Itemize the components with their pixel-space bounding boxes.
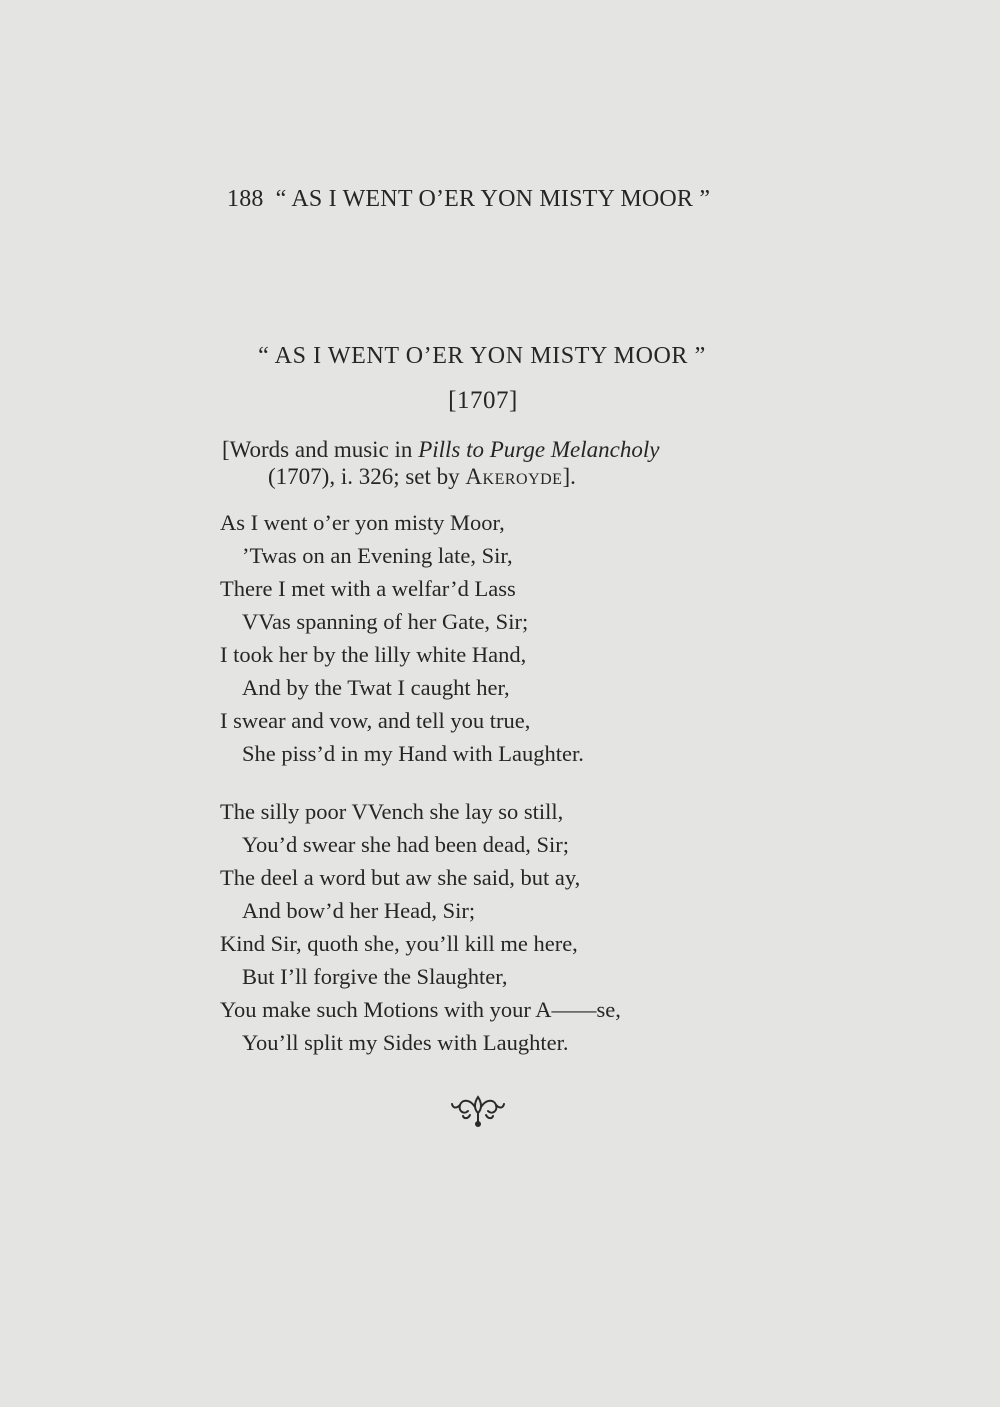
source-title: Pills to Purge Melancholy: [418, 437, 660, 462]
verse-line: The silly poor VVench she lay so still,: [220, 799, 564, 824]
verse-line: But I’ll forgive the Slaughter,: [242, 964, 508, 989]
verse-line: ’Twas on an Evening late, Sir,: [242, 543, 513, 568]
verse-line: I swear and vow, and tell you true,: [220, 708, 531, 733]
verse-line: You’d swear she had been dead, Sir;: [242, 832, 570, 857]
running-head-title: “ AS I WENT O’ER YON MISTY MOOR ”: [275, 186, 711, 212]
verse-line: Kind Sir, quoth she, you’ll kill me here,: [220, 931, 578, 956]
running-head: [227, 186, 710, 213]
verse-line: As I went o’er yon misty Moor,: [220, 510, 505, 535]
verse-line: The deel a word but aw she said, but ay,: [220, 865, 581, 890]
source-note-close: ].: [562, 464, 576, 489]
poem-title: “ AS I WENT O’ER YON MISTY MOOR ”: [258, 343, 706, 369]
stanza-1: [220, 506, 584, 770]
verse-line: VVas spanning of her Gate, Sir;: [242, 609, 529, 634]
source-note-open: [Words and music in: [222, 437, 419, 462]
verse-line: And bow’d her Head, Sir;: [242, 898, 476, 923]
verse-line: You’ll split my Sides with Laughter.: [242, 1030, 569, 1055]
source-note: [222, 436, 659, 490]
verse-line: You make such Motions with your A——se,: [220, 997, 621, 1022]
verse-line: And by the Twat I caught her,: [242, 675, 510, 700]
verse-line: She piss’d in my Hand with Laughter.: [242, 741, 584, 766]
verse-line: There I met with a welfar’d Lass: [220, 576, 516, 601]
stanza-2: [220, 795, 621, 1059]
poem-year: [1707]: [448, 387, 518, 414]
floral-tailpiece-icon: [448, 1093, 508, 1127]
page-number: 188: [227, 186, 264, 212]
source-citation: (1707), i. 326; set by: [268, 464, 466, 489]
composer-name: Akeroyde: [465, 464, 563, 489]
verse-line: I took her by the lilly white Hand,: [220, 642, 527, 667]
